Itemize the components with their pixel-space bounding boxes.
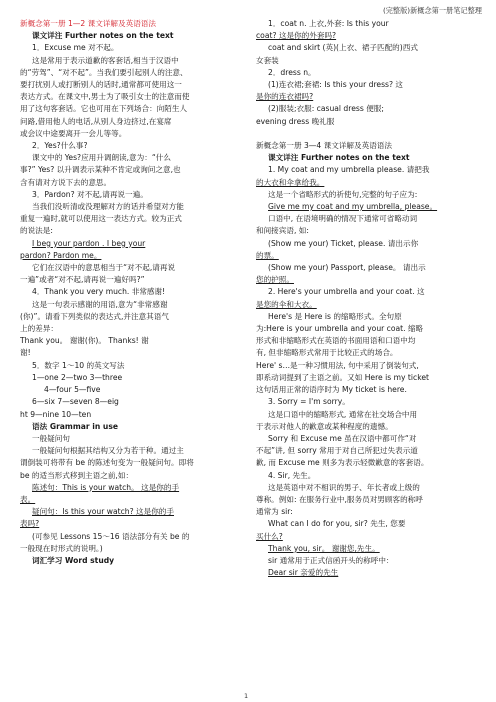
- text-line: 4—four 5—five: [44, 385, 101, 395]
- page-header: (完整版)新概念第一册笔记整理: [382, 6, 482, 15]
- text-line: coat and skirt (英)(上衣、裙子匹配的)西式: [268, 43, 418, 53]
- text-line: [256, 128, 478, 140]
- text-line: 的“劳驾”、“对不起”。当我们要引起别人的注意、: [20, 67, 188, 77]
- text-line: Thank you, sir。 谢谢您,先生。: [268, 543, 380, 553]
- text-line: 问路,借用他人的电话,从别人身边挤过,在宴席: [20, 116, 172, 126]
- text-line: 新概念第一册 1—2 课文详解及英语语法: [20, 19, 156, 28]
- text-line: 1. My coat and my umbrella please. 请把我: [268, 165, 430, 175]
- text-line: (你)”。请看下列类似的表达式,并注意其语气: [20, 311, 169, 321]
- text-line: 一般疑问句根据其结构又分为若干种。通过主: [32, 446, 184, 456]
- text-line: 您的护照。: [256, 275, 294, 285]
- text-line: 2. Here's your umbrella and your coat. 这: [268, 287, 425, 297]
- text-line: 的大衣和伞拿给我。: [256, 177, 325, 187]
- text-line: 当我们没听清或没理解对方的话并希望对方能: [32, 202, 184, 212]
- text-line: Thank you。 谢谢(你)。 Thanks! 谢: [20, 336, 149, 346]
- text-line: 的票。: [256, 250, 279, 260]
- text-line: 陈述句：This is your watch。 这是你的手: [32, 482, 180, 492]
- text-line: Dear sir 亲爱的先生: [268, 568, 339, 578]
- text-line: 口语中, 在语境明确的情况下通常可省略动词: [268, 214, 418, 224]
- text-line: 事?” Yes? 以升调表示某种不肯定或询问之意,也: [20, 165, 181, 175]
- text-line: 这是一个省略形式的祈使句,完整的句子应为:: [268, 189, 418, 199]
- text-line: 上的差异：: [20, 324, 58, 334]
- text-line: 一遍”或者“对不起,请再说一遍好吗?”: [20, 275, 145, 285]
- text-line: 有, 但非缩略形式常用于比较正式的场合。: [256, 348, 398, 358]
- text-line: 语法 Grammar in use: [32, 421, 119, 431]
- text-line: 表吗?: [20, 519, 40, 529]
- text-line: (Show me your) Ticket, please. 请出示你: [268, 238, 419, 248]
- text-line: 和间接宾语, 如:: [256, 226, 309, 236]
- text-line: 2．Yes?什么事?: [32, 141, 88, 151]
- text-line: 用了这句客套话。它也可用在下列场合：向陌生人: [20, 104, 188, 114]
- text-line: 是您的伞和大衣。: [256, 299, 317, 309]
- text-line: 即系动词提到了主语之前。又如 Here is my ticket: [256, 372, 429, 382]
- text-line: What can I do for you, sir? 先生, 您要: [268, 519, 406, 529]
- text-line: 词汇学习 Word study: [32, 555, 115, 565]
- text-line: 4. Sir, 先生。: [268, 470, 316, 480]
- text-line: 课文中的 Yes?应用升调朗读,意为：“什么: [32, 153, 171, 163]
- text-line: 这是常用于表示道歉的客套话,相当于汉语中: [32, 55, 179, 65]
- text-line: 一般疑问句: [32, 433, 70, 443]
- text-line: pardon? Pardon me。: [20, 250, 102, 260]
- text-line: 1—one 2—two 3—three: [32, 372, 123, 382]
- text-line: I beg your pardon . I beg your: [32, 238, 146, 248]
- text-line: 尊称。例如: 在服务行业中,服务员对男顾客的称呼: [256, 494, 423, 504]
- text-line: 这是口语中的缩略形式, 通常在社交场合中用: [268, 409, 418, 419]
- text-line: 含有请对方说下去的意思。: [20, 177, 112, 187]
- text-line: 4．Thank you very much. 非常感谢!: [32, 287, 166, 297]
- text-line: 是你的连衣裙吗?: [256, 92, 314, 102]
- text-line: 重复一遍时,就可以使用这一表达方式。较为正式: [20, 214, 182, 224]
- text-line: 课文详注 Further notes on the text: [268, 153, 410, 163]
- text-line: 表达方式。在课文中,男士为了吸引女士的注意而使: [20, 92, 190, 102]
- text-line: (可参见 Lessons 15～16 语法部分有关 be 的: [32, 531, 190, 541]
- text-line: 谢!: [20, 348, 31, 358]
- text-line: 于表示对他人的歉意或某种程度的遗憾。: [256, 421, 393, 431]
- text-line: (Show me your) Passport, please。 请出示: [268, 263, 426, 273]
- text-line: evening dress 晚礼服: [256, 116, 335, 126]
- text-line: (2)服装;衣服: casual dress 便服;: [268, 104, 384, 114]
- text-line: 3．Pardon? 对不起,请再说一遍。: [32, 189, 148, 199]
- text-line: 这是一句表示感谢的用语,意为“非常感谢: [32, 299, 168, 309]
- text-line: 为:Here is your umbrella and your coat. 缩略: [256, 324, 424, 334]
- page-number: 1: [244, 692, 249, 700]
- text-line: 3. Sorry = I'm sorry。: [268, 397, 350, 407]
- text-line: Sorry 和 Excuse me 虽在汉语中都可作“对: [268, 433, 417, 443]
- text-line: ht 9—nine 10—ten: [20, 409, 92, 419]
- right-column: [256, 18, 478, 579]
- text-line: 这是英语中对不相识的男子、年长者或上级的: [268, 482, 420, 492]
- text-line: 疑问句：Is this your watch? 这是你的手: [32, 507, 174, 517]
- text-line: coat? 这是你的外套吗?: [256, 31, 337, 41]
- text-line: Here's 是 Here is 的缩略形式。全句原: [268, 311, 402, 321]
- text-line: 买什么?: [256, 531, 283, 541]
- text-line: be 的适当形式移到主语之前,如：: [20, 470, 134, 480]
- text-line: 表。: [20, 494, 36, 504]
- text-line: 歉, 而 Excuse me 则多为表示轻微歉意的客套语。: [256, 458, 429, 468]
- text-line: 通常为 sir:: [256, 507, 293, 517]
- text-line: 不起”讲, 但 sorry 常用于对自己所犯过失表示道: [256, 446, 418, 456]
- text-line: 女套装: [256, 55, 279, 65]
- text-line: 的说法是:: [20, 226, 53, 236]
- text-line: 它们在汉语中的意思相当于“对不起,请再说: [32, 263, 176, 273]
- text-line: (1)连衣裙;套裙: Is this your dress? 这: [268, 80, 404, 90]
- text-line: sir 通常用于正式信函开头的称呼中：: [268, 555, 394, 565]
- text-line: 新概念第一册 3—4 课文详解及英语语法: [256, 141, 392, 151]
- text-line: 1．Excuse me 对不起。: [32, 43, 119, 53]
- text-line: Give me my coat and my umbrella, please。: [268, 202, 438, 212]
- text-line: 课文详注 Further notes on the text: [32, 31, 174, 41]
- left-column: [20, 18, 242, 567]
- text-line: 6—six 7—seven 8—eig: [32, 397, 119, 407]
- text-line: Here' s…是一种习惯用法, 句中采用了倒装句式,: [256, 360, 419, 370]
- text-line: 一般现在时形式的说明。): [20, 543, 103, 553]
- text-line: 形式和非缩略形式在英语的书面用语和口语中均: [256, 336, 416, 346]
- text-line: 要打扰别人或打断别人的话时,通常都可使用这一: [20, 80, 182, 90]
- text-line: 谓倒装可将带有 be 的陈述句变为一般疑问句。即将: [20, 458, 194, 468]
- text-line: 2．dress n。: [268, 67, 316, 77]
- text-line: 这句话用正常的语序时为 My ticket is here.: [256, 385, 407, 395]
- text-line: 或会议中途要离开一会儿等等。: [20, 128, 127, 138]
- text-line: 1．coat n. 上衣,外套: Is this your: [268, 19, 389, 28]
- text-line: 5．数字 1～10 的英文写法: [32, 360, 125, 370]
